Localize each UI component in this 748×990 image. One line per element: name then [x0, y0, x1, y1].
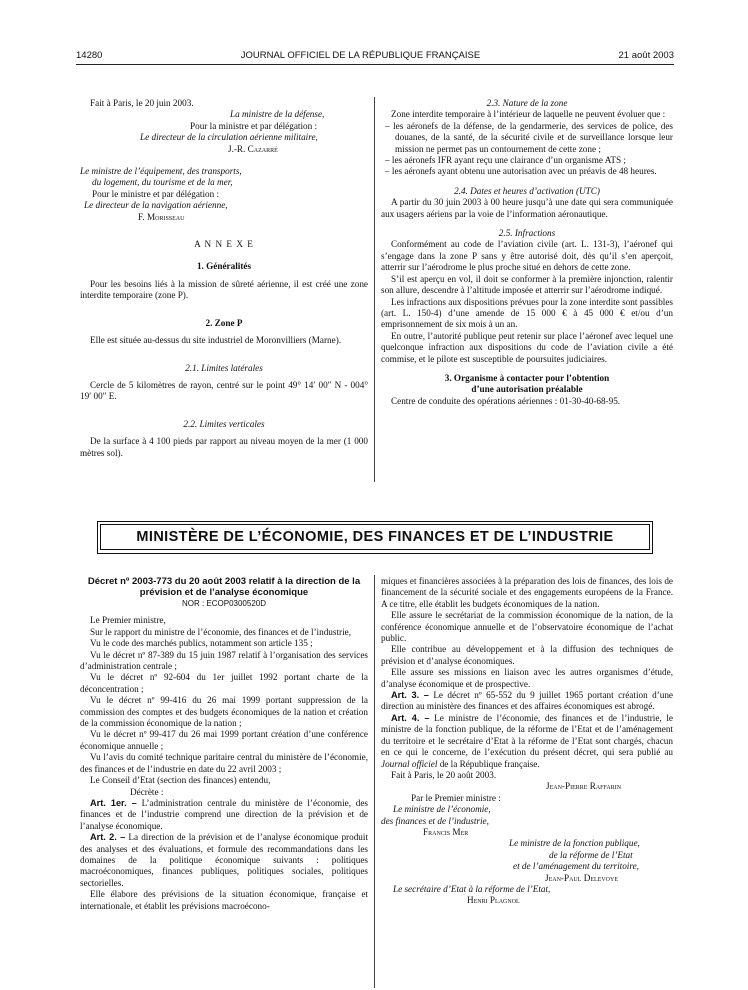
article-label: Art. 1er. – — [90, 797, 137, 808]
paragraph: Vu le décret nº 87-389 du 15 juin 1987 relatif à l’organisation des services d’administration centrale ; — [80, 649, 368, 672]
section-heading: 3. Organisme à contacter pour l’obtention — [444, 372, 610, 383]
ministry-band: MINISTÈRE DE L’ÉCONOMIE, DES FINANCES ET DE L’INDUSTRIE — [100, 524, 650, 550]
list-item: – les aéronefs de la défense, de la gendarmerie, des services de police, des douanes, de la santé, de la sécurité civile et de surveillance lorsque leur mission ne permet pas un contournement de cette zone ; — [385, 120, 673, 154]
article-text: La direction de la prévision et de l’analyse économique produit des analyses et des évaluations, et formule des recommandations dans les domaines de la politique économique suivants : politiques macroéconomiques, finances publiques, politiques sociales, politiques sectorielles. — [80, 832, 369, 888]
paragraph: Sur le rapport du ministre de l’économie, des finances et de l’industrie, — [90, 626, 352, 637]
paragraph: Vu le code des marchés publics, notamment son article 135 ; — [90, 638, 313, 649]
signature-date: Fait à Paris, le 20 août 2003. — [391, 769, 497, 780]
article-1 — [80, 798, 368, 832]
article-2 — [80, 832, 368, 889]
paragraph: Les infractions aux dispositions prévues pour la zone interdite sont passibles (art. L. 150-4) d’une amende de 15 000 € à 45 000 € et/ou d’un emprisonnement de six mois à un an. — [381, 296, 673, 330]
paragraph: A partir du 30 juin 2003 à 00 heure jusqu’à une date qui sera communiquée aux usagers aériens par la voie de l’information aéronautique. — [381, 197, 673, 219]
signatory-role: La ministre de la défense, — [230, 109, 325, 120]
column-divider — [374, 575, 375, 988]
paragraph: Zone interdite temporaire à l’intérieur de laquelle ne peuvent évoluer que : — [391, 109, 666, 120]
article-text: Le ministre de l’économie, des finances et de l’industrie, le ministre de la fonction publique, de la réforme de l’Etat et de l’aménagement du territoire et le secrétaire d’Etat à la réforme de l’Etat sont chargés, chacun en ce qui le concerne, de l’exécution du présent décret, qui sera publié au — [381, 712, 674, 758]
left-top-column — [80, 98, 368, 459]
subsection-heading: 2.5. Infractions — [498, 228, 556, 239]
paragraph: Vu le décret nº 99-416 du 26 mai 1999 portant suppression de la commission des comptes et des budgets économiques de la nation et création de la commission économique de la nation ; — [80, 695, 368, 729]
paragraph: En outre, l’autorité publique peut retenir sur place l’aéronef avec lequel une quelconque infraction aux dispositions du code de l’aviation civile a été commise, et le pilote est susceptible de poursuites judiciaires. — [381, 330, 673, 364]
contact-line: Centre de conduite des opérations aériennes : 01-30-40-68-95. — [391, 395, 621, 406]
subsection-heading: 2.3. Nature de la zone — [486, 98, 568, 108]
signatory-role: Le secrétaire d’Etat à la réforme de l’Etat, — [393, 883, 551, 894]
paragraph: Elle assure ses missions en liaison avec les autres organismes d’étude, d’analyse économique et de prospective. — [381, 667, 673, 689]
signatory-title: Le directeur de la circulation aérienne militaire, — [140, 132, 318, 143]
delegation-line: Pour le ministre et par délégation : — [92, 188, 220, 199]
article-label: Art. 3. – — [391, 690, 429, 701]
signatory-name: F. Morisseau — [138, 211, 185, 222]
right-bottom-column — [381, 576, 673, 907]
paragraph: Vu l’avis du comité technique paritaire central du ministère de l’économie, des finances et de l’industrie en date du 22 avril 2003 ; — [80, 752, 368, 774]
article-label: Art. 4. – — [391, 712, 430, 723]
section-heading: 2. Zone P — [205, 317, 243, 328]
paragraph: Vu le décret nº 92-604 du 1er juillet 1992 portant charte de la déconcentration ; — [80, 672, 368, 694]
article-label: Art. 2. – — [90, 832, 126, 843]
paragraph: Elle élabore des prévisions de la situation économique, française et internationale, et établit les prévisions macroécono- — [80, 889, 368, 911]
page-header — [76, 50, 674, 61]
paragraph: Le Premier ministre, — [90, 615, 166, 626]
aircraft-list — [381, 121, 673, 178]
article-4 — [381, 713, 673, 770]
right-top-column — [381, 98, 673, 407]
list-item: – les aéronefs ayant obtenu une autorisation avec un préavis de 48 heures. — [385, 166, 657, 177]
signatory-name: Jean-Paul Delevoye — [545, 872, 618, 883]
signatory-role: Le ministre de la fonction publique, — [509, 838, 640, 849]
article-text: L’administration centrale du ministère de l’économie, des finances et de l’industrie comprend une direction de la prévision et de l’analyse économique. — [80, 797, 369, 831]
journal-reference: Journal officiel — [381, 758, 438, 769]
decree-title: Décret nº 2003-773 du 20 août 2003 relatif à la direction de la prévision et de l’analyse économique — [87, 576, 361, 598]
decrete-line: Décrète : — [130, 786, 164, 797]
paragraph: S’il est aperçu en vol, il doit se conformer à la première injonction, ralentir son allure, descendre à l’altitude imposée et atterrir sur l’aérodrome indiqué. — [381, 273, 673, 296]
delegation-line: Par le Premier ministre : — [411, 792, 501, 803]
signatory-title: Le directeur de la navigation aérienne, — [84, 200, 228, 211]
paragraph: Elle est située au-dessus du site industriel de Moronvilliers (Marne). — [90, 335, 342, 346]
article-text: Le décret nº 65-552 du 9 juillet 1965 portant création d’une direction au ministère des finances et des affaires économiques est abrogé. — [381, 690, 673, 712]
page-number: 14280 — [76, 50, 103, 61]
paragraph: Elle assure le secrétariat de la commission économique de la nation, de la conférence économique annuelle et de l’observatoire économique de l’achat public. — [381, 610, 673, 644]
signatory-role: des finances et de l’industrie, — [381, 815, 489, 826]
section-heading: 1. Généralités — [196, 261, 252, 272]
signatory-role: et de l’aménagement du territoire, — [513, 861, 639, 872]
signatory-role: Le ministre de l’économie, — [393, 804, 491, 815]
paragraph: Le Conseil d’Etat (section des finances) entendu, — [90, 775, 271, 786]
left-bottom-column — [80, 576, 368, 912]
signatory-name: Francis Mer — [423, 826, 469, 837]
paragraph: Conformément au code de l’aviation civile (art. L. 131-3), l’aéronef qui s’engage dans la zone P sans y être autorisé doit, dès qu’il s’en aperçoit, atterrir sur l’aérodrome le plus proche situé en dehors de cette zone. — [381, 239, 673, 273]
paragraph: Vu le décret nº 99-417 du 26 mai 1999 portant création d’une conférence économique annuelle ; — [80, 729, 368, 751]
issue-date: 21 août 2003 — [618, 50, 674, 61]
paragraph: De la surface à 4 100 pieds par rapport au niveau moyen de la mer (1 000 mètres sol). — [80, 436, 368, 458]
subsection-heading: 2.1. Limites latérales — [185, 362, 263, 373]
subsection-heading: 2.2. Limites verticales — [183, 418, 265, 429]
journal-title: JOURNAL OFFICIEL DE LA RÉPUBLIQUE FRANÇAISE — [240, 50, 481, 61]
paragraph: miques et financières associées à la préparation des lois de finances, des lois de financement de la sécurité sociale et des engagements européens de la France. A ce titre, elle établit les budgets économiques de la nation. — [381, 576, 673, 609]
signatory-name: Henri Plagnol — [467, 895, 520, 906]
signatory-name: Jean-Pierre Raffarin — [546, 781, 622, 792]
article-3 — [381, 690, 673, 713]
annex-heading: A N N E X E — [194, 239, 254, 250]
subsection-heading: 2.4. Dates et heures d’activation (UTC) — [454, 185, 600, 196]
signatory-role: de la réforme de l’Etat — [549, 849, 633, 860]
signatory-role: Le ministre de l’équipement, des transports, — [80, 166, 242, 177]
nor-reference: NOR : ECOP0300520D — [181, 599, 267, 608]
section-heading: d’une autorisation préalable — [471, 384, 583, 395]
delegation-line: Pour la ministre et par délégation : — [190, 120, 318, 131]
signatory-role: du logement, du tourisme et de la mer, — [92, 177, 233, 188]
paragraph: Elle contribue au développement et à la diffusion des techniques de prévision et d’analyse économiques. — [381, 644, 673, 666]
header-rule — [76, 64, 674, 65]
paragraph: Cercle de 5 kilomètres de rayon, centré sur le point 49° 14′ 00″ N - 004° 19′ 00″ E. — [80, 379, 368, 402]
article-text-end: de la République française. — [439, 758, 540, 769]
list-item: – les aéronefs IFR ayant reçu une clairance d’un organisme ATS ; — [385, 155, 626, 166]
paragraph: Pour les besoins liés à la mission de sûreté aérienne, il est créé une zone interdite temporaire (zone P). — [80, 278, 368, 301]
column-divider — [374, 97, 375, 482]
signatory-name: J.-R. Cazarré — [228, 143, 278, 154]
signature-date: Fait à Paris, le 20 juin 2003. — [90, 98, 194, 108]
